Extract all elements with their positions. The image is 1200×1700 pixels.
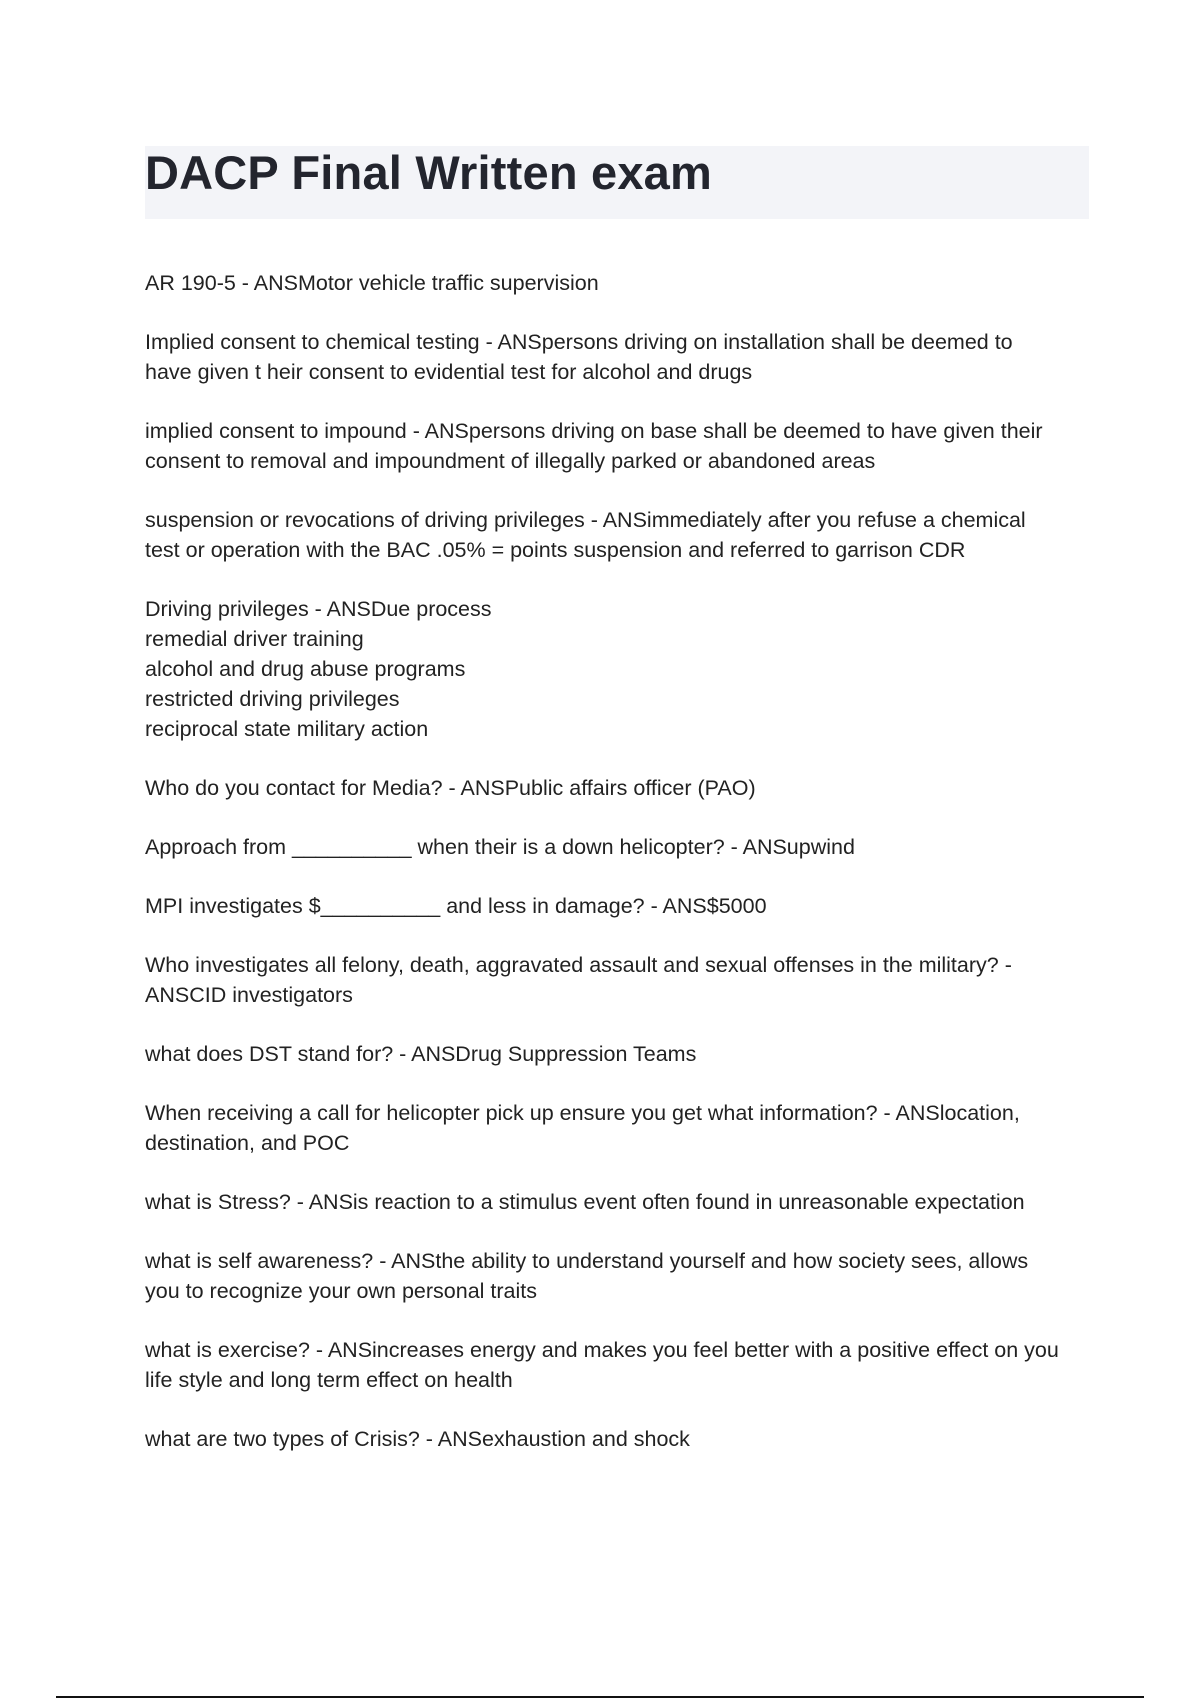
entry-line: suspension or revocations of driving privileges - ANSimmediately after you refuse a chemical (145, 508, 1026, 532)
flashcard-list (145, 268, 1095, 1483)
flashcard-entry (145, 1424, 1095, 1454)
flashcard-entry (145, 505, 1095, 565)
entry-line: what is self awareness? - ANSthe ability to understand yourself and how society sees, allows (145, 1249, 1029, 1273)
entry-line: Who do you contact for Media? - ANSPublic affairs officer (PAO) (145, 776, 756, 800)
flashcard-entry (145, 416, 1095, 476)
entry-line: you to recognize your own personal traits (145, 1279, 537, 1303)
entry-line: life style and long term effect on health (145, 1368, 513, 1392)
flashcard-entry (145, 773, 1095, 803)
entry-line: alcohol and drug abuse programs (145, 657, 466, 681)
entry-line: what is exercise? - ANSincreases energy and makes you feel better with a positive effect on you (145, 1338, 1059, 1362)
flashcard-entry (145, 1246, 1095, 1306)
entry-line: restricted driving privileges (145, 687, 400, 711)
entry-line: have given t heir consent to evidential test for alcohol and drugs (145, 360, 753, 384)
entry-line: AR 190-5 - ANSMotor vehicle traffic supervision (145, 271, 599, 295)
entry-line: MPI investigates $__________ and less in damage? - ANS$5000 (145, 894, 767, 918)
page-title: DACP Final Written exam (145, 146, 712, 199)
entry-line: destination, and POC (145, 1131, 350, 1155)
entry-line: what is Stress? - ANSis reaction to a stimulus event often found in unreasonable expectation (145, 1190, 1025, 1214)
flashcard-entry (145, 268, 1095, 298)
flashcard-entry (145, 1335, 1095, 1395)
entry-line: consent to removal and impoundment of illegally parked or abandoned areas (145, 449, 876, 473)
entry-line: Driving privileges - ANSDue process (145, 597, 492, 621)
flashcard-entry (145, 1187, 1095, 1217)
entry-line: implied consent to impound - ANSpersons driving on base shall be deemed to have given their (145, 419, 1043, 443)
entry-line: test or operation with the BAC .05% = points suspension and referred to garrison CDR (145, 538, 966, 562)
entry-line: Implied consent to chemical testing - ANSpersons driving on installation shall be deemed to (145, 330, 1013, 354)
entry-line: what does DST stand for? - ANSDrug Suppression Teams (145, 1042, 697, 1066)
flashcard-entry (145, 950, 1095, 1010)
entry-line: Who investigates all felony, death, aggravated assault and sexual offenses in the military? - (145, 953, 1012, 977)
entry-line: reciprocal state military action (145, 717, 429, 741)
entry-line: Approach from __________ when their is a down helicopter? - ANSupwind (145, 835, 855, 859)
flashcard-entry (145, 1098, 1095, 1158)
flashcard-entry (145, 832, 1095, 862)
flashcard-entry (145, 891, 1095, 921)
entry-line: When receiving a call for helicopter pick up ensure you get what information? - ANSlocation, (145, 1101, 1020, 1125)
entry-line: what are two types of Crisis? - ANSexhaustion and shock (145, 1427, 690, 1451)
footer-rule (56, 1696, 1144, 1698)
flashcard-entry (145, 594, 1095, 744)
entry-line: remedial driver training (145, 627, 364, 651)
flashcard-entry (145, 327, 1095, 387)
entry-line: ANSCID investigators (145, 983, 353, 1007)
flashcard-entry (145, 1039, 1095, 1069)
